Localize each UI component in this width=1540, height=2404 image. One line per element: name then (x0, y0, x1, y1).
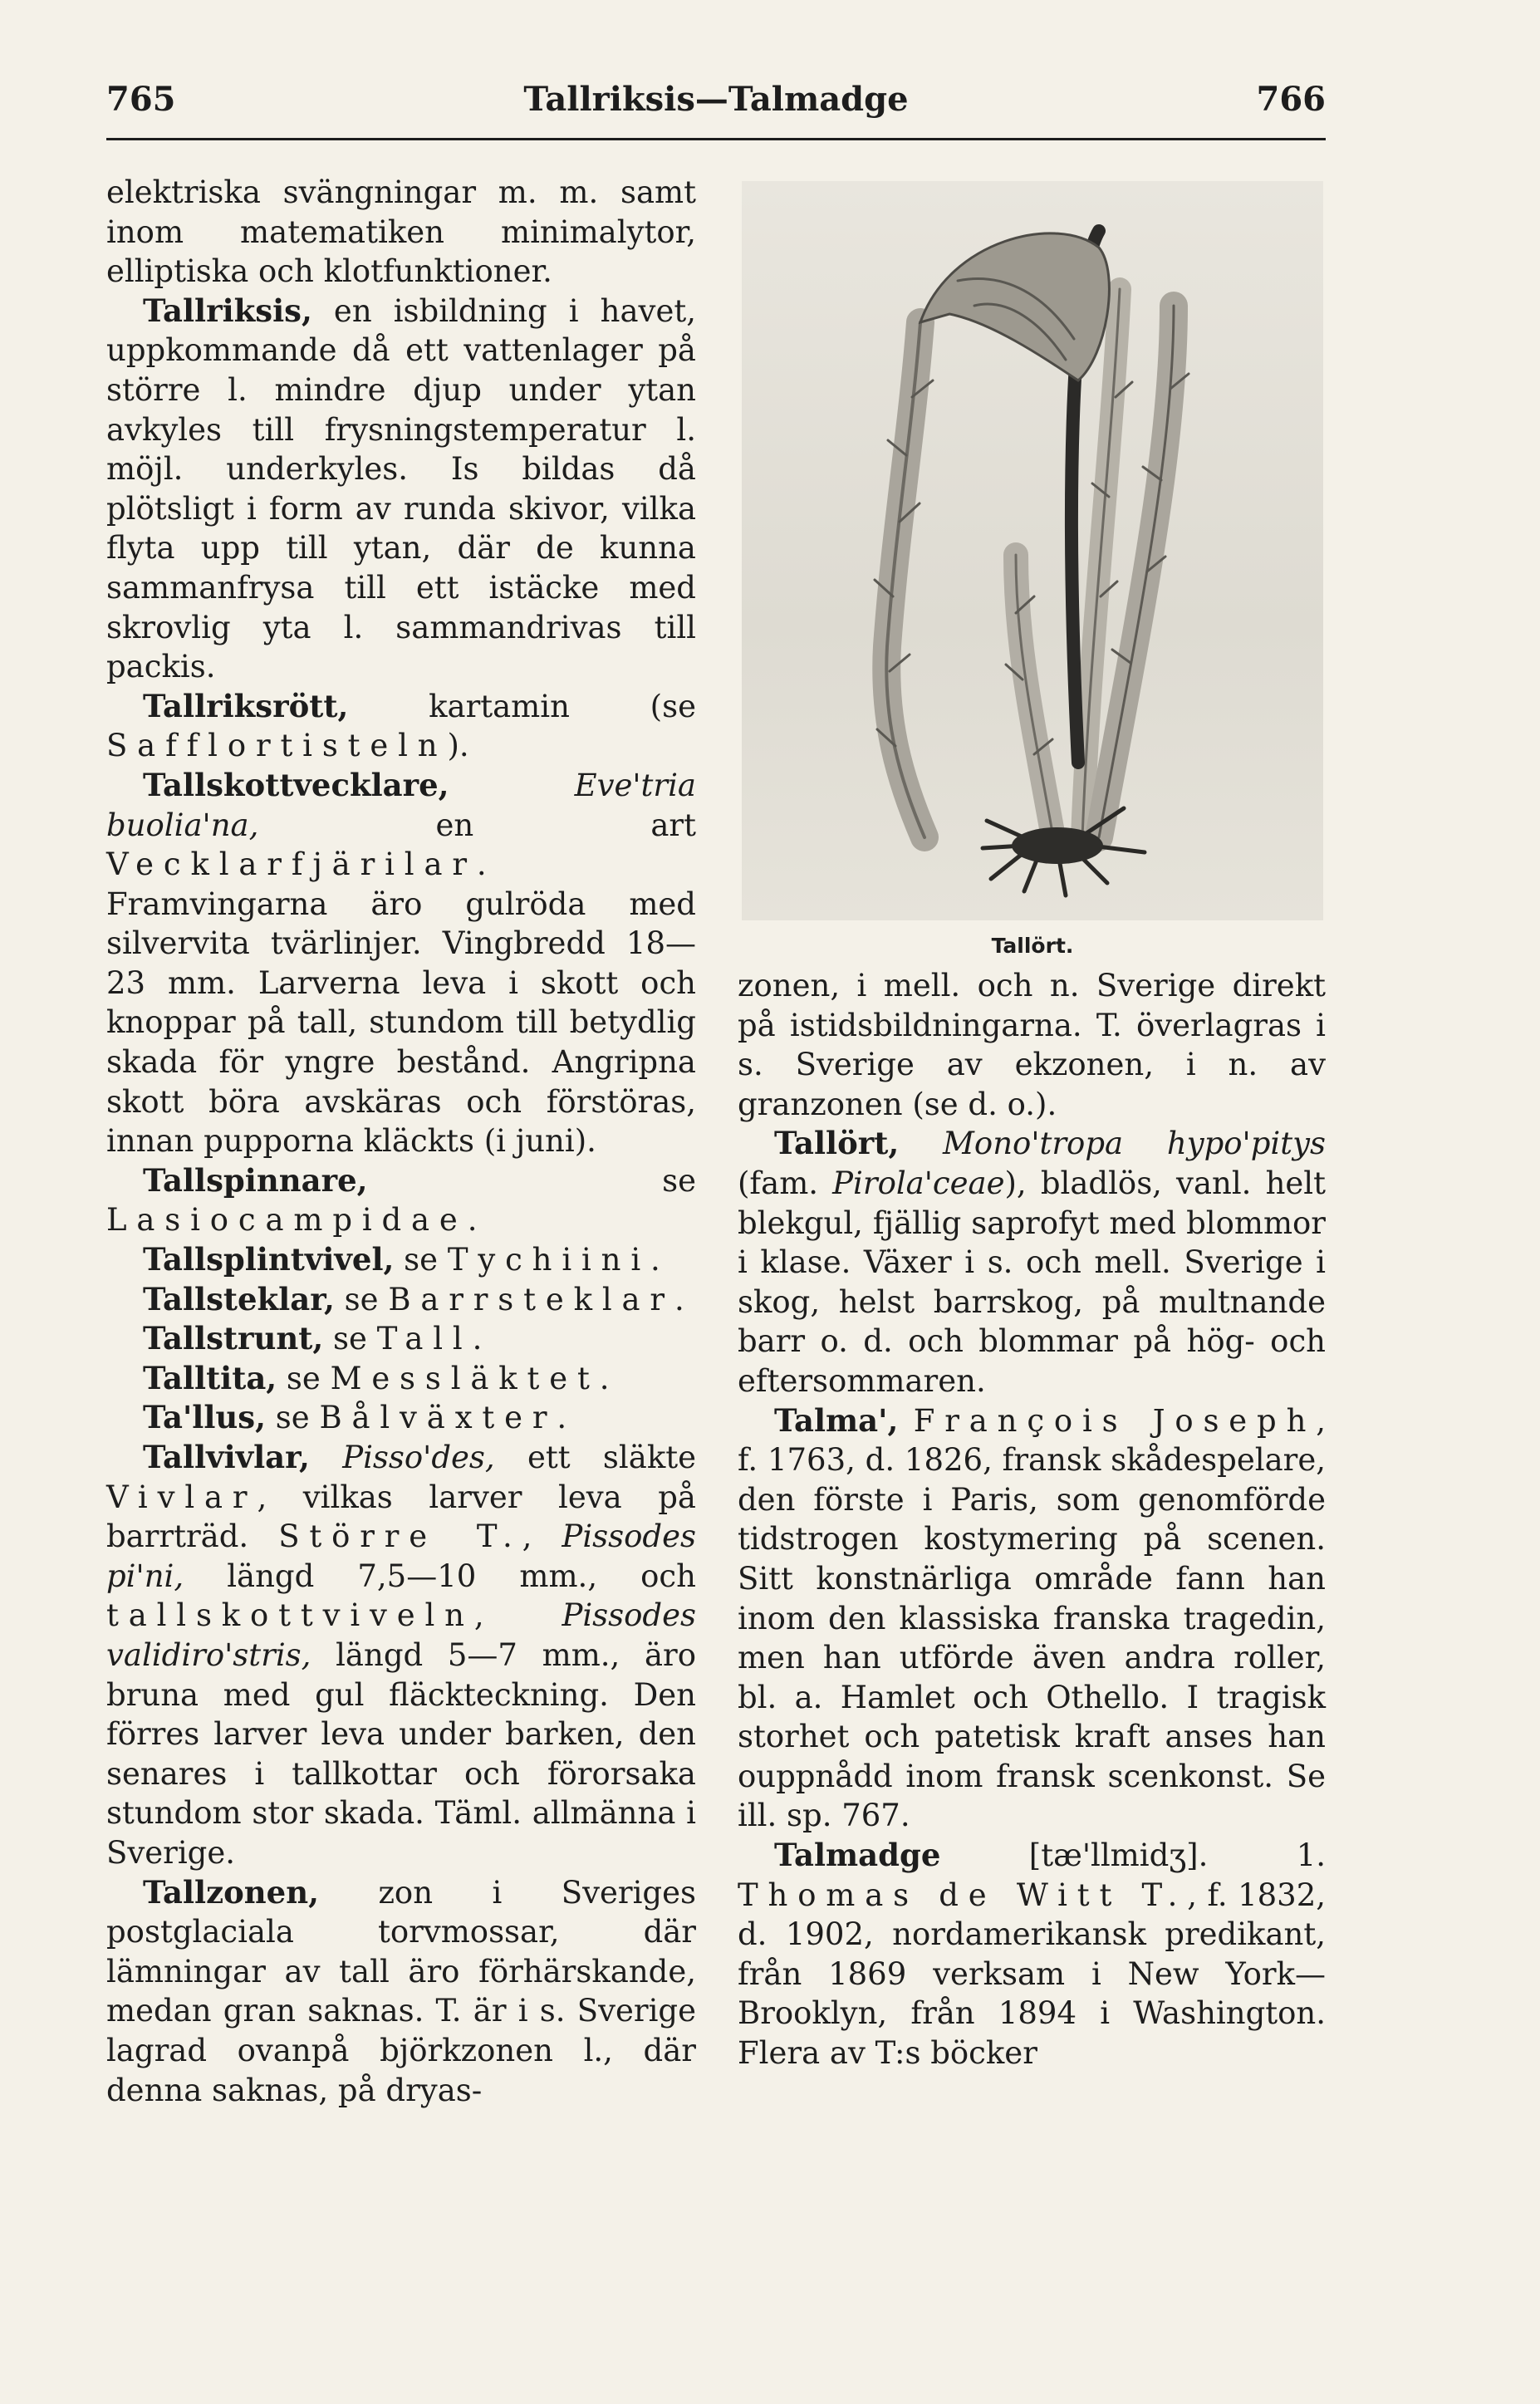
running-title: Tallriksis—Talmadge (523, 80, 909, 119)
latin-name: Mono'tropa hypo'pitys (943, 1126, 1327, 1162)
cross-reference: Vivlar (106, 1479, 257, 1515)
entry-tallsteklar: Tallsteklar, se Barrsteklar. (143, 1280, 684, 1317)
headword: Talma', (774, 1401, 899, 1439)
entry-tallort: Tallört, Mono'tropa hypo'pitys (fam. Pirola'ceae), bladlös, vanl. helt blekgul, fjällig saprofyt med blommor i klase. Växer i s. och mell. Sverige i skog, helst barrskog, på multnande barr o. d. och blommar på hög- och eftersommaren. (738, 1125, 1327, 1399)
latin-name: Pissodes validiro'stris, (106, 1597, 696, 1673)
page-number-right: 766 (1256, 80, 1326, 119)
entry-tallus: Ta'llus, se Bålväxter. (143, 1399, 567, 1436)
entry-tallriksis: Tallriksis, en isbildning i havet, uppkommande då ett vattenlager på större l. mindre djup under ytan avkyles till frysningstemperatur l. möjl. underkyles. Is bildas då plötsligt i form av runda skivor, vilka flyta upp till ytan, där de kunna sammanfrysa till ett istäcke med skrovlig yta l. sammandrivas till packis. (106, 292, 696, 685)
cross-reference: Lasiocampidae (106, 1202, 468, 1239)
entry-tallvivlar: Tallvivlar, Pisso'des, ett släkte Vivlar, vilkas larver leva på barrträd. Större T., Pissodes pi'ni, längd 7,5—10 mm., och tallskottviveln, Pissodes validiro'stris, längd 5—7 mm., äro bruna med gul fläckteckning. Den förres larver leva under barken, den senares i tallkottar och förorsaka stundom stor skada. Täml. allmänna i Sverige. (106, 1439, 696, 1871)
person-name: Thomas de Witt T. (738, 1877, 1188, 1913)
cross-reference: Barrsteklar (388, 1281, 674, 1317)
latin-name: Pisso'des, (342, 1440, 495, 1475)
entry-tallsplintvivel: Tallsplintvivel, se Tychiini. (143, 1241, 660, 1278)
entry-continuation: zonen, i mell. och n. Sverige direkt på istidsbildningarna. T. överlagras i s. Sverige av ekzonen, i n. av granzonen (se d. o.). (738, 968, 1326, 1122)
entry-talltita: Talltita, se Messläktet. (143, 1359, 610, 1396)
headword: Tallzonen, (143, 1873, 319, 1911)
person-name: François Joseph (913, 1402, 1317, 1439)
headword: Talltita, (143, 1359, 277, 1396)
cross-reference: Tychiini (447, 1242, 651, 1278)
headword: Tallsteklar, (143, 1280, 335, 1317)
cross-reference: Safflortisteln (106, 728, 448, 764)
headword: Tallriksis, (143, 292, 312, 329)
entry-tallskottvecklare: Tallskottvecklare, Eve'tria buolia'na, en art Vecklarfjärilar. Framvingarna äro gulröda med silvervita tvärlinjer. Vingbredd 18—23 mm. Larverna leva i skott och knoppar på tall, stundom till betydlig skada för yngre bestånd. Angripna skott böra avskäras och förstöras, innan pupporna kläckts (i juni). (106, 766, 696, 1160)
cross-reference: tallskottviveln (106, 1597, 474, 1634)
right-column (738, 966, 1326, 2073)
header-rule (106, 138, 1326, 140)
entry-tallzonen: Tallzonen, zon i Sveriges postglaciala torvmossar, där lämningar av tall äro förhärskande, medan gran saknas. T. är i s. Sverige lagrad ovanpå björkzonen l., där denna saknas, på dryas- (106, 1873, 696, 2108)
figure-caption: Tallört. (991, 934, 1074, 958)
flower-head (920, 233, 1109, 380)
headword: Tallört, (774, 1125, 900, 1162)
entry-tallriksrott: Tallriksrött, kartamin (se Safflortisteln). (106, 687, 696, 764)
latin-name: Eve'tria buolia'na, (106, 767, 696, 843)
headword: Tallriksrött, (143, 687, 349, 724)
headword: Tallspinnare, (143, 1161, 368, 1199)
entry-talmadge: Talmadge [tæ'llmidʒ]. 1. Thomas de Witt T., f. 1832, d. 1902, nordamerikansk predikant, från 1869 verksam i New York—Brooklyn, från 1894 i Washington. Flera av T:s böcker (738, 1837, 1327, 2072)
entry-tallspinnare: Tallspinnare, se Lasiocampidae. (106, 1161, 696, 1239)
page-number-left: 765 (106, 80, 176, 119)
headword: Tallvivlar, (143, 1439, 310, 1475)
headword: Tallsplintvivel, (143, 1241, 395, 1278)
entry-talma: Talma', François Joseph, f. 1763, d. 1826, fransk skådespelare, den förste i Paris, som genomförde tidstrogen kostymering på scenen. Sitt konstnärliga område fann han inom den klassiska franska tragedin, men han utförde även andra roller, bl. a. Hamlet och Othello. I tragisk storhet och patetisk kraft anses han ouppnådd inom fransk scenkonst. Se ill. sp. 767. (738, 1401, 1327, 1834)
page-header (106, 80, 1326, 130)
entry-tallstrunt: Tallstrunt, se Tall. (143, 1320, 483, 1357)
headword: Ta'llus, (143, 1399, 267, 1436)
cross-reference: Messläktet (330, 1360, 600, 1396)
cross-reference: Tall (376, 1321, 473, 1357)
cross-reference: Vecklarfjärilar (106, 846, 477, 883)
headword: Tallstrunt, (143, 1320, 324, 1357)
latin-name: Pissodes pi'ni, (106, 1518, 696, 1594)
headword: Talmadge (774, 1837, 941, 1874)
left-column (106, 173, 696, 2110)
tallort-plant-image (742, 181, 1323, 920)
plant-illustration (742, 181, 1323, 920)
cross-reference: Bålväxter (319, 1400, 557, 1436)
cross-reference: Större T. (278, 1518, 522, 1555)
entry-continuation: elektriska svängningar m. m. samt inom matematiken minimalytor, elliptiska och klotfunktioner. (106, 174, 696, 290)
latin-name: Pirola'ceae (832, 1165, 1005, 1201)
root-base (1012, 827, 1103, 864)
headword: Tallskottvecklare, (143, 766, 449, 803)
